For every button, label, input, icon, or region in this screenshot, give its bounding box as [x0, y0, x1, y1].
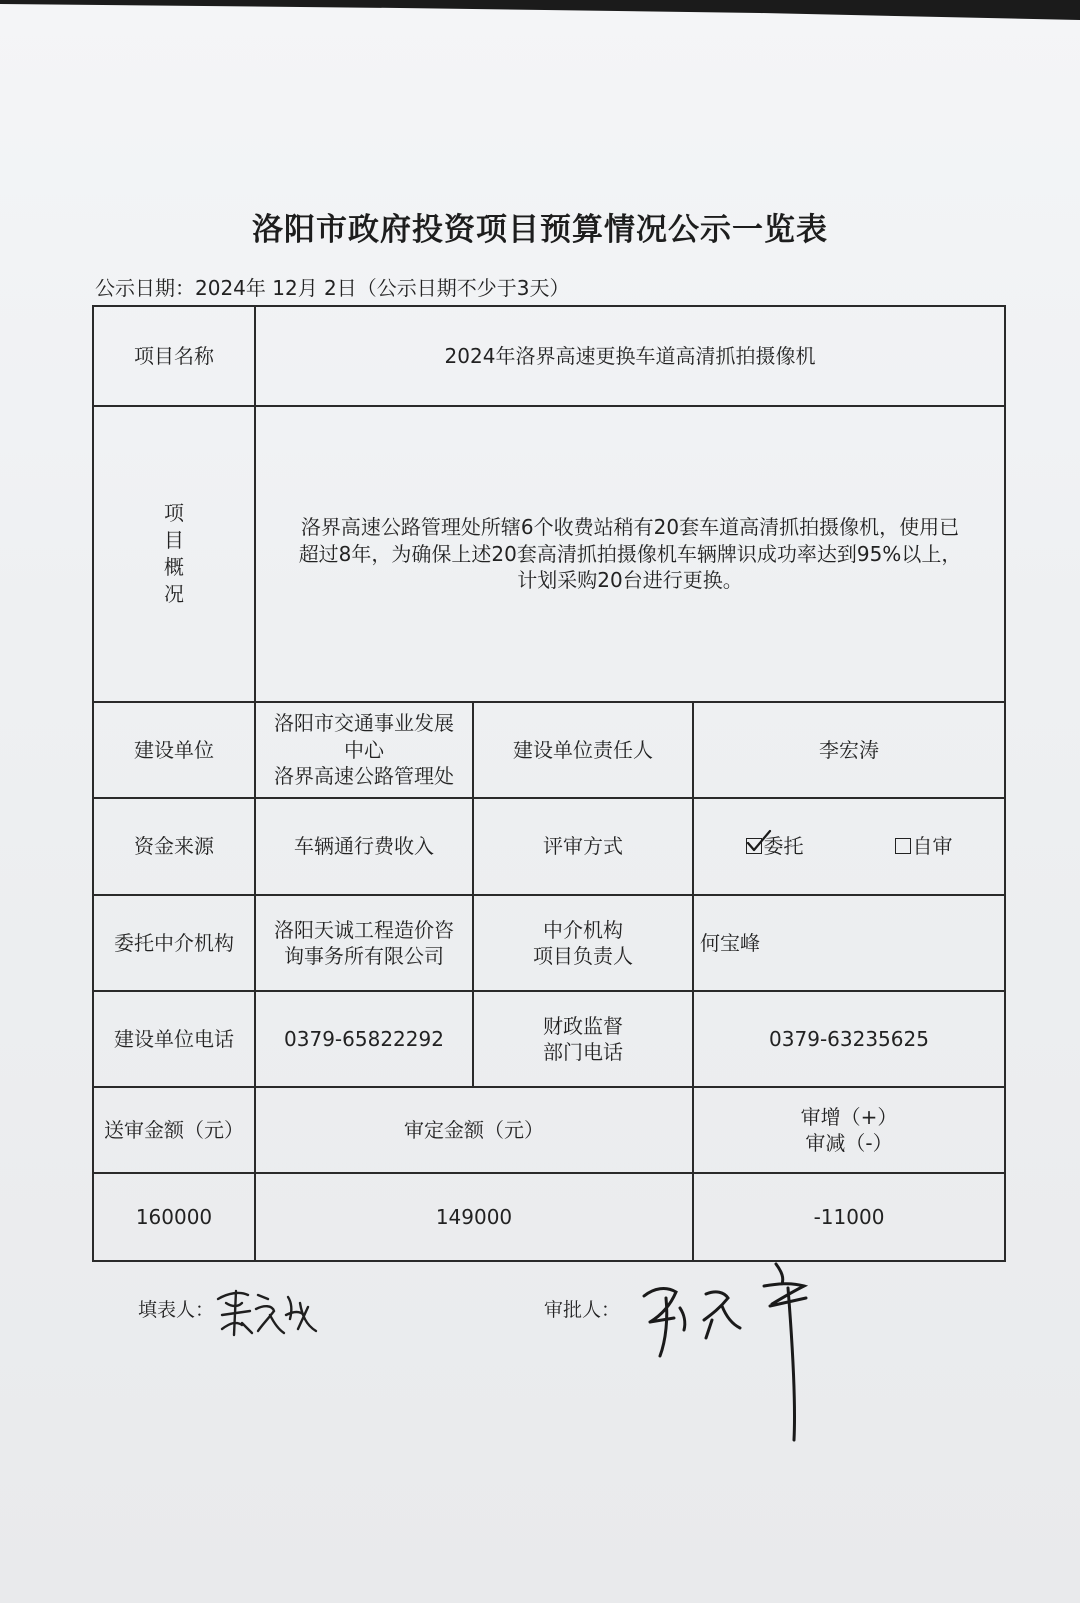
- empty-box-icon: [895, 838, 911, 854]
- row-agency: [93, 895, 1005, 991]
- overview-label-char: 况: [164, 582, 184, 606]
- diff-label-line: 审减（-）: [805, 1131, 893, 1155]
- agency-head-value: 何宝峰: [693, 895, 1005, 991]
- row-amount-values: [93, 1173, 1005, 1261]
- filler-signature: [212, 1285, 322, 1340]
- project-name-label: 项目名称: [93, 306, 255, 406]
- builder-line: 中心: [344, 737, 384, 762]
- agency-value: [255, 895, 473, 991]
- overview-text: [255, 406, 1005, 702]
- review-option-self-label: 自审: [912, 834, 953, 859]
- submitted-amount-value: 160000: [93, 1173, 255, 1261]
- approved-amount-value: 149000: [255, 1173, 693, 1261]
- review-option-self[interactable]: [895, 833, 953, 859]
- row-fund-source: [93, 798, 1005, 895]
- project-name-value: 2024年洛界高速更换车道高清抓拍摄像机: [255, 306, 1005, 406]
- finance-phone-label-line: 财政监督: [543, 1013, 623, 1038]
- row-amount-headers: [93, 1087, 1005, 1173]
- builder-label: 建设单位: [93, 702, 255, 798]
- fund-source-label: 资金来源: [93, 798, 255, 895]
- agency-head-label: [473, 895, 693, 991]
- finance-phone-label: [473, 991, 693, 1087]
- fund-source-value: 车辆通行费收入: [255, 798, 473, 895]
- overview-label: [93, 406, 255, 702]
- builder-value: [255, 702, 473, 798]
- builder-head-label: 建设单位责任人: [473, 702, 693, 798]
- builder-phone-label: 建设单位电话: [93, 991, 255, 1087]
- overview-line: 计划采购20台进行更换。: [517, 568, 743, 593]
- diff-label-line: 审增（+）: [800, 1104, 898, 1129]
- diff-amount-value: -11000: [693, 1173, 1005, 1261]
- overview-line: 超过8年，为确保上述20套高清抓拍摄像机车辆牌识成功率达到95%以上，: [298, 541, 962, 566]
- review-method-options: [693, 798, 1005, 895]
- checked-box-icon: [746, 838, 762, 854]
- builder-phone-value: 0379-65822292: [255, 991, 473, 1087]
- agency-line: 洛阳天诚工程造价咨: [274, 917, 454, 942]
- overview-label-char: 目: [164, 528, 184, 552]
- document-title: 洛阳市政府投资项目预算情况公示一览表: [252, 212, 828, 248]
- diff-label: [693, 1087, 1005, 1173]
- approved-amount-label: 审定金额（元）: [255, 1087, 693, 1173]
- filler-label: 填表人：: [138, 1299, 215, 1321]
- agency-head-label-line: 中介机构: [543, 917, 623, 942]
- agency-label: 委托中介机构: [93, 895, 255, 991]
- row-project-name: [93, 306, 1005, 406]
- publish-date: 公示日期：2024年 12月 2日（公示日期不少于3天）: [95, 276, 570, 300]
- row-builder: [93, 702, 1005, 798]
- page-top-edge: [0, 0, 1080, 20]
- row-overview: [93, 406, 1005, 702]
- overview-label-char: 概: [164, 555, 184, 579]
- overview-line: 洛界高速公路管理处所辖6个收费站稍有20套车道高清抓拍摄像机，使用已: [300, 515, 960, 540]
- overview-label-char: 项: [164, 501, 184, 525]
- budget-table: [92, 305, 1006, 1262]
- agency-head-label-line: 项目负责人: [533, 944, 633, 968]
- finance-phone-label-line: 部门电话: [543, 1040, 623, 1064]
- finance-phone-value: 0379-63235625: [693, 991, 1005, 1087]
- agency-line: 询事务所有限公司: [284, 944, 444, 968]
- approver-signature: [636, 1258, 836, 1473]
- approver-label: 审批人：: [544, 1299, 621, 1321]
- submitted-amount-label: 送审金额（元）: [93, 1087, 255, 1173]
- row-phones: [93, 991, 1005, 1087]
- builder-line: 洛界高速公路管理处: [274, 764, 454, 789]
- review-option-entrust-label: 委托: [763, 834, 804, 859]
- builder-line: 洛阳市交通事业发展: [274, 711, 454, 736]
- review-method-label: 评审方式: [473, 798, 693, 895]
- review-option-entrust[interactable]: [746, 833, 804, 859]
- builder-head-value: 李宏涛: [693, 702, 1005, 798]
